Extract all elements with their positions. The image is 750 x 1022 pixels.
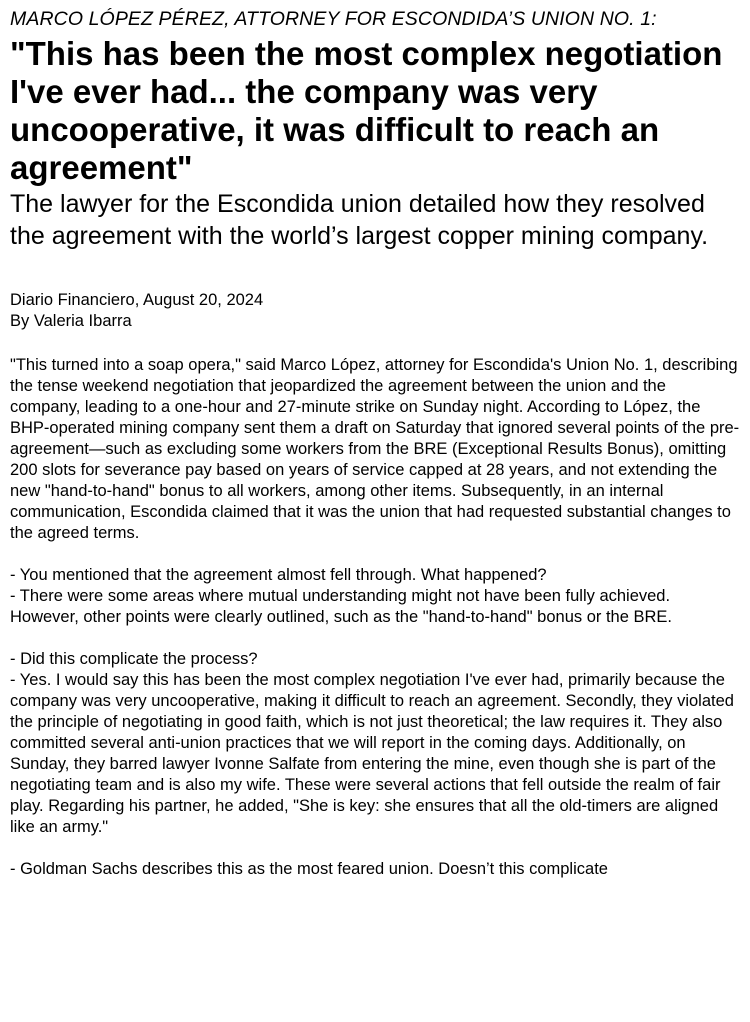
byline <box>10 290 740 332</box>
qa-block <box>10 859 740 880</box>
article-body <box>10 355 740 880</box>
qa-block <box>10 565 740 628</box>
article-paragraph: "This turned into a soap opera," said Marco López, attorney for Escondida's Union No. 1, describing the tense weekend negotiation that jeopardized the agreement between the union and the company, leading to a one-hour and 27-minute strike on Sunday night. According to López, the BHP-operated mining company sent them a draft on Saturday that ignored several points of the pre-agreement—such as excluding some workers from the BRE (Exceptional Results Bonus), omitting 200 slots for severance pay based on years of service capped at 28 years, and not extending the new "hand-to-hand" bonus to all workers, among other items. Subsequently, in an internal communication, Escondida claimed that it was the union that had requested substantial changes to the agreed terms. <box>10 356 740 542</box>
article-subheadline: The lawyer for the Escondida union detailed how they resolved the agreement with the world’s largest copper mining company. <box>10 190 709 250</box>
qa-answer: - There were some areas where mutual understanding might not have been fully achieved. However, other points were clearly outlined, such as the "hand-to-hand" bonus or the BRE. <box>10 587 673 626</box>
byline-source: Diario Financiero, August 20, 2024 <box>10 291 264 309</box>
byline-author: By Valeria Ibarra <box>10 312 132 330</box>
qa-question: - You mentioned that the agreement almost fell through. What happened? <box>10 566 547 584</box>
article-kicker: MARCO LÓPEZ PÉREZ, ATTORNEY FOR ESCONDIDA’S UNION NO. 1: <box>10 8 657 30</box>
article-headline: "This has been the most complex negotiation I've ever had... the company was very uncooperative, it was difficult to reach an agreement" <box>10 35 723 186</box>
qa-question: - Goldman Sachs describes this as the most feared union. Doesn’t this complicate <box>10 860 608 878</box>
qa-answer: - Yes. I would say this has been the most complex negotiation I've ever had, primarily because the company was very uncooperative, making it difficult to reach an agreement. Secondly, they violated the principle of negotiating in good faith, which is not just theoretical; the law requires it. They also committed several anti-union practices that we will report in the coming days. Additionally, on Sunday, they barred lawyer Ivonne Salfate from entering the mine, even though she is part of the negotiating team and is also my wife. These were several actions that fell outside the realm of fair play. Regarding his partner, he added, "She is key: she ensures that all the old-timers are aligned like an army." <box>10 671 734 836</box>
qa-question: - Did this complicate the process? <box>10 650 258 668</box>
qa-block <box>10 649 740 838</box>
